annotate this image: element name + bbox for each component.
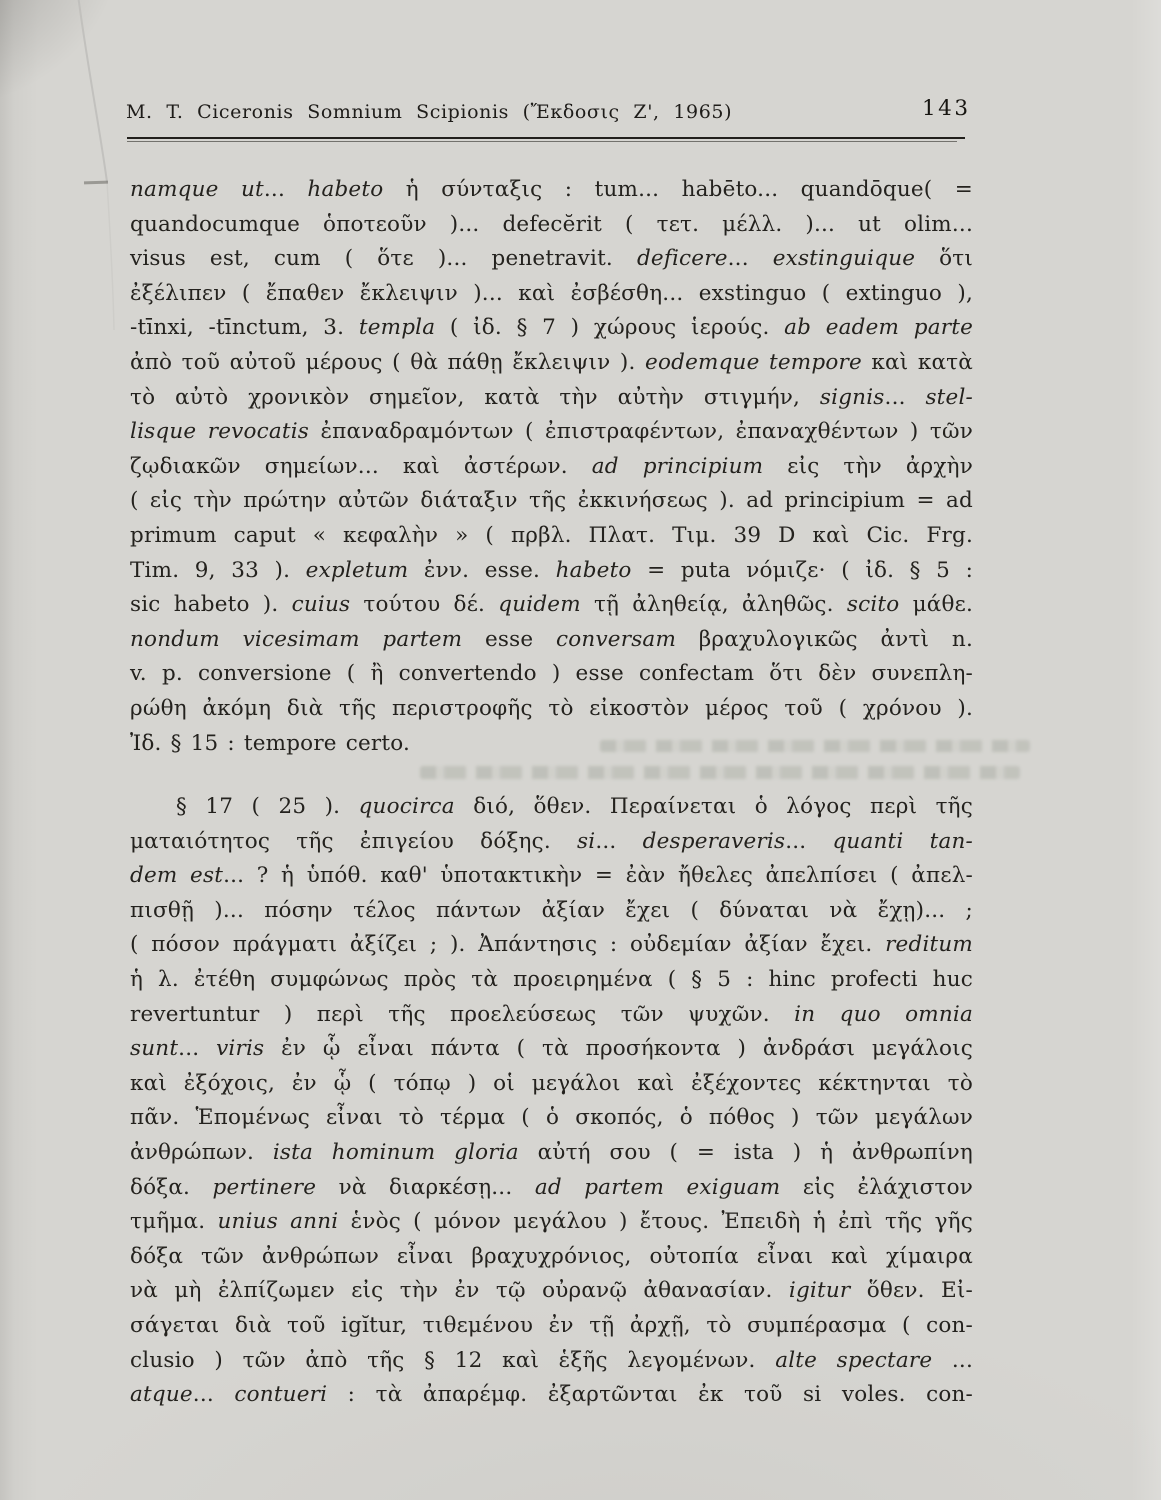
header-rule xyxy=(127,137,965,139)
text-line: ματαιότητος τῆς ἐπιγείου δόξης. si... desperaveris... quanti tan- xyxy=(130,828,973,854)
text-line: § 17 ( 25 ). quocirca διό, ὅθεν. Περαίνεται ὁ λόγος περὶ τῆς xyxy=(176,794,973,820)
text-line: dem est... ? ἡ ὑπόθ. καθ' ὑποτακτικὴν = ἐὰν ἤθελες ἀπελπίσει ( ἀπελ- xyxy=(130,863,973,889)
text-line: v. p. conversione ( ἢ convertendo ) esse confectam ὅτι δὲν συνεπλη- xyxy=(130,661,973,687)
text-line: quandocumque ὁποτεοῦν )... defecĕrit ( τετ. μέλλ. )... ut olim... xyxy=(130,211,973,237)
text-line: νὰ μὴ ἐλπίζωμεν εἰς τὴν ἐν τῷ οὐρανῷ ἀθανασίαν. igitur ὅθεν. Εἰ- xyxy=(130,1278,973,1304)
text-line: καὶ ἐξόχοις, ἐν ᾧ ( τόπῳ ) οἱ μεγάλοι καὶ ἐξέχοντες κέκτηνται τὸ xyxy=(130,1070,973,1096)
text-line: δόξα. pertinere νὰ διαρκέσῃ... ad partem exiguam εἰς ἐλάχιστον xyxy=(130,1174,973,1200)
text-line: ζῳδιακῶν σημείων... καὶ ἀστέρων. ad principium εἰς τὴν ἀρχὴν xyxy=(130,453,973,479)
text-line: revertuntur ) περὶ τῆς προελεύσεως τῶν ψυχῶν. in quo omnia xyxy=(130,1001,974,1027)
text-line: visus est, cum ( ὅτε )... penetravit. deficere... exstinguique ὅτι xyxy=(130,246,974,272)
text-line: sic habeto ). cuius τούτου δέ. quidem τῇ ἀληθείᾳ, ἀληθῶς. scito μάθε. xyxy=(130,592,973,618)
text-line: clusio ) τῶν ἀπὸ τῆς § 12 καὶ ἑξῆς λεγομένων. alte spectare ... xyxy=(130,1347,973,1373)
text-line: τὸ αὐτὸ χρονικὸν σημεῖον, κατὰ τὴν αὐτὴν στιγμήν, signis... stel- xyxy=(130,384,973,410)
text-line: τμῆμα. unius anni ἑνὸς ( μόνον μεγάλου ) ἔτους. Ἐπειδὴ ἡ ἐπὶ τῆς γῆς xyxy=(130,1209,973,1235)
text-line: ἡ λ. ἐτέθη συμφώνως πρὸς τὰ προειρημένα ( § 5 : hinc profecti huc xyxy=(130,967,973,993)
page-number: 143 xyxy=(922,96,971,121)
text-block xyxy=(130,173,973,1413)
text-line: ( εἰς τὴν πρώτην αὐτῶν διάταξιν τῆς ἐκκινήσεως ). ad principium = ad xyxy=(130,488,973,514)
text-line: lisque revocatis ἐπαναδραμόντων ( ἐπιστραφέντων, ἐπαναχθέντων ) τῶν xyxy=(130,419,973,445)
text-line: πᾶν. Ἑπομένως εἶναι τὸ τέρμα ( ὁ σκοπός, ὁ πόθος ) τῶν μεγάλων xyxy=(130,1105,973,1131)
running-title: M. T. Ciceronis Somnium Scipionis (Ἔκδοσις Ζ', 1965) xyxy=(126,101,733,123)
text-line: ἐξέλιπεν ( ἔπαθεν ἔκλειψιν )... καὶ ἐσβέσθη... exstinguo ( extinguo ), xyxy=(130,280,973,306)
text-line: ρώθη ἀκόμη διὰ τῆς περιστροφῆς τὸ εἰκοστὸν μέρος τοῦ ( χρόνου ). xyxy=(130,695,973,721)
text-line: ( πόσον πράγματι ἀξίζει ; ). Ἀπάντησις : οὐδεμίαν ἀξίαν ἔχει. reditum xyxy=(130,932,973,958)
text-line: primum caput « κεφαλὴν » ( πρβλ. Πλατ. Τιμ. 39 D καὶ Cic. Frg. xyxy=(130,522,973,548)
text-line: namque ut... habeto ἡ σύνταξις : tum... habēto... quandōque( = xyxy=(130,177,974,202)
text-line: Tim. 9, 33 ). expletum ἐνν. esse. habeto = puta νόμιζε· ( ἰδ. § 5 : xyxy=(130,557,974,583)
text-line: Ἰδ. § 15 : tempore certo. xyxy=(130,730,411,756)
text-line: πισθῇ )... πόσην τέλος πάντων ἀξίαν ἔχει ( δύναται νὰ ἔχῃ)... ; xyxy=(130,897,973,923)
paragraph-commentary-17 xyxy=(130,790,973,1413)
paragraph-commentary-16 xyxy=(130,173,973,761)
text-line: σάγεται διὰ τοῦ igĭtur, τιθεμένου ἐν τῇ ἀρχῇ, τὸ συμπέρασμα ( con- xyxy=(130,1313,973,1338)
text-line: -tīnxi, -tīnctum, 3. templa ( ἰδ. § 7 ) χώρους ἱερούς. ab eadem parte xyxy=(130,315,973,341)
text-line: sunt... viris ἐν ᾧ εἶναι πάντα ( τὰ προσήκοντα ) ἀνδράσι μεγάλοις xyxy=(130,1036,973,1062)
text-line: ἀπὸ τοῦ αὐτοῦ μέρους ( θὰ πάθῃ ἔκλειψιν ). eodemque tempore καὶ κατὰ xyxy=(130,349,973,375)
text-line: ἀνθρώπων. ista hominum gloria αὐτή σου ( = ista ) ἡ ἀνθρωπίνη xyxy=(130,1140,974,1166)
text-line: δόξα τῶν ἀνθρώπων εἶναι βραχυχρόνιος, οὐτοπία εἶναι καὶ χίμαιρα xyxy=(130,1243,973,1269)
text-line: nondum vicesimam partem esse conversam βραχυλογικῶς ἀντὶ n. xyxy=(130,626,973,652)
margin-mark xyxy=(84,181,108,185)
text-line: atque... contueri : τὰ ἀπαρέμφ. ἐξαρτῶνται ἐκ τοῦ si voles. con- xyxy=(130,1382,973,1408)
